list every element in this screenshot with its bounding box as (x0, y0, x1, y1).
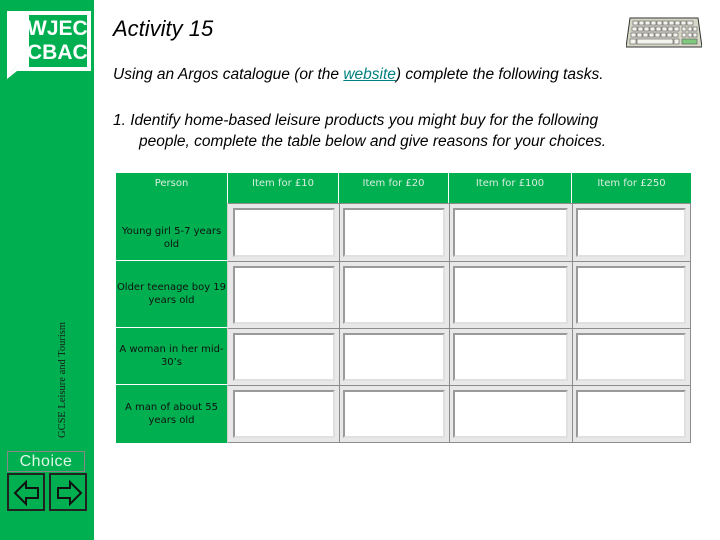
row-person-4: A man of about 55 years old (116, 385, 228, 443)
answer-box[interactable] (453, 266, 568, 324)
task-line-1: 1. Identify home-based leisure products you might buy for the following (113, 112, 599, 129)
logo-line-2: CBAC (27, 41, 88, 64)
row-person-2: Older teenage boy 19 years old (116, 261, 228, 328)
page-title: Activity 15 (113, 16, 214, 41)
grid-line (228, 442, 691, 443)
forward-button[interactable] (49, 473, 87, 511)
answer-box[interactable] (233, 266, 335, 324)
grid-line (228, 385, 691, 386)
row-person-3: A woman in her mid-30’s (116, 328, 228, 385)
grid-line (572, 203, 573, 443)
row-person-1: Young girl 5-7 years old (116, 203, 228, 261)
grid-line (449, 203, 450, 443)
answer-box[interactable] (343, 266, 445, 324)
answer-box[interactable] (576, 333, 686, 381)
grid-line (690, 203, 691, 443)
answer-box[interactable] (576, 266, 686, 324)
intro-before: Using an Argos catalogue (or the (113, 66, 344, 83)
products-table (116, 173, 691, 443)
grid-line (339, 203, 340, 443)
course-label: GCSE Leisure and Tourism (57, 321, 68, 438)
intro-after: ) complete the following tasks. (395, 66, 604, 83)
header-item-20: Item for £20 (339, 173, 449, 203)
header-item-10: Item for £10 (228, 173, 339, 203)
answer-box[interactable] (576, 390, 686, 438)
answer-box[interactable] (343, 390, 445, 438)
task-instructions (113, 110, 713, 152)
answer-box[interactable] (233, 333, 335, 381)
keyboard-icon[interactable] (626, 16, 702, 49)
back-button[interactable] (7, 473, 45, 511)
answer-box[interactable] (343, 333, 445, 381)
website-link[interactable]: website (343, 66, 396, 83)
answer-box[interactable] (233, 390, 335, 438)
answer-box[interactable] (453, 333, 568, 381)
grid-line (228, 261, 691, 262)
header-person: Person (116, 173, 228, 203)
right-arrow-icon (54, 478, 84, 508)
header-item-250: Item for £250 (572, 173, 691, 203)
answer-box[interactable] (576, 208, 686, 257)
logo-line-1: WJEC (27, 17, 88, 40)
answer-box[interactable] (233, 208, 335, 257)
left-arrow-icon (12, 478, 42, 508)
choice-label: Choice (7, 451, 85, 472)
wjec-cbac-logo (7, 11, 91, 79)
answer-box[interactable] (453, 208, 568, 257)
grid-line (228, 328, 691, 329)
answer-box[interactable] (453, 390, 568, 438)
grid-line (228, 203, 691, 204)
header-item-100: Item for £100 (449, 173, 572, 203)
sidebar (0, 0, 94, 540)
answer-box[interactable] (343, 208, 445, 257)
intro-text (113, 66, 604, 84)
task-line-2: people, complete the table below and give reasons for your choices. (139, 133, 607, 150)
